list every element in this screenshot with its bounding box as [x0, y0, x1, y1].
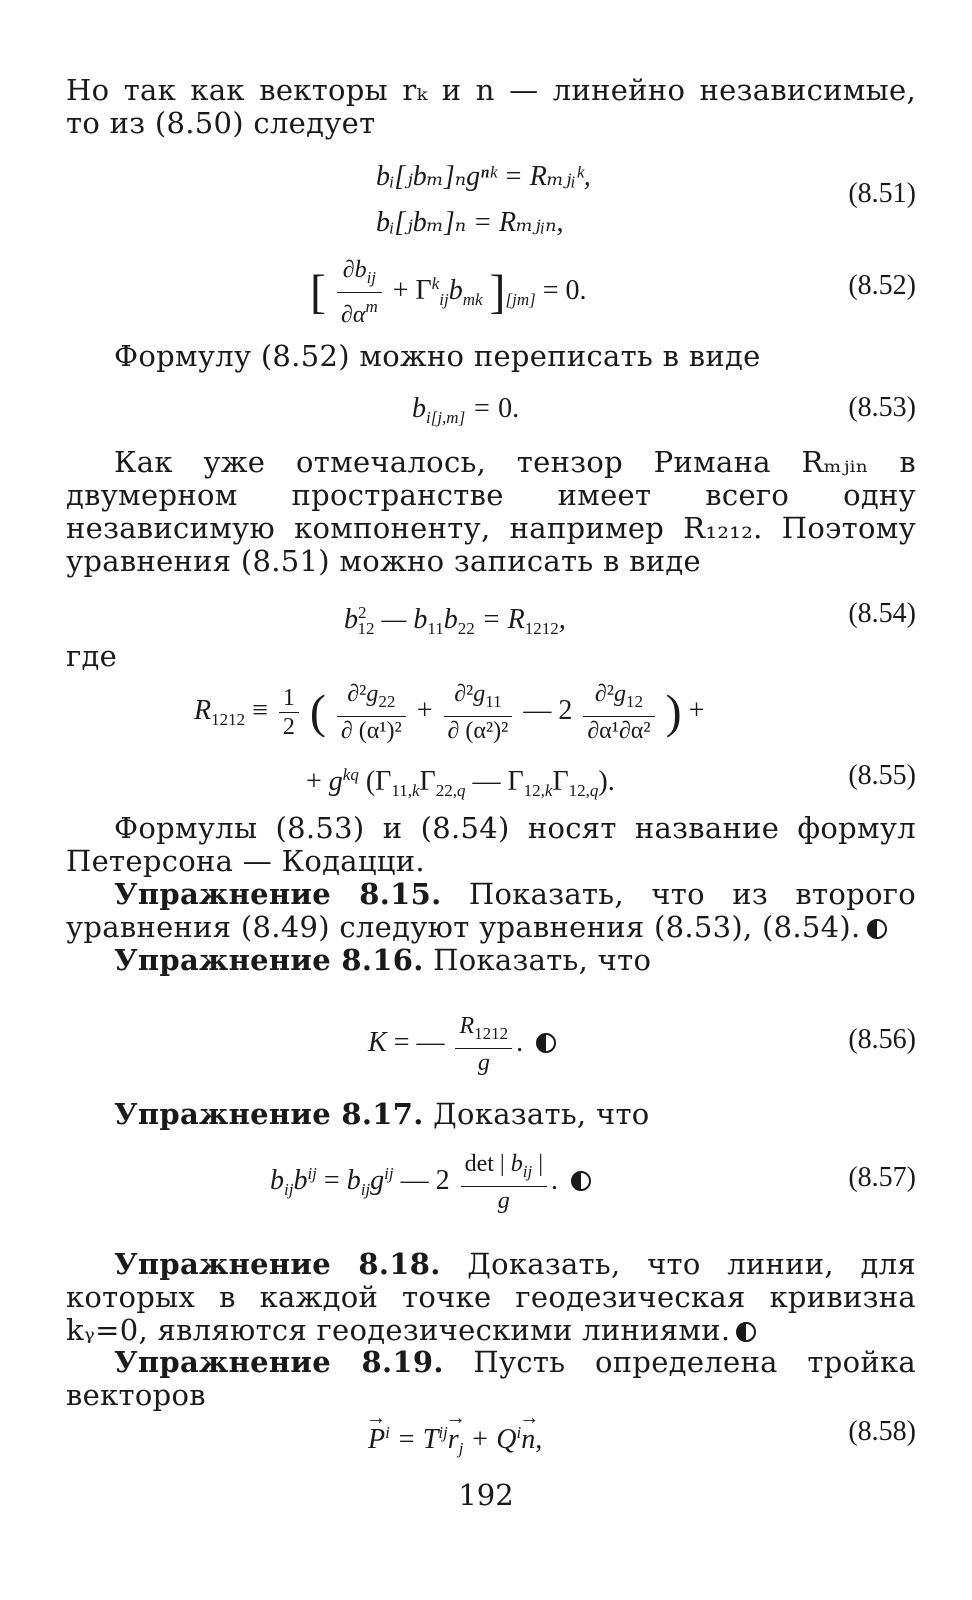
- paragraph-intro-text: Но так как векторы rₖ и n — линейно независимые, то из (8.50) следует: [66, 73, 916, 140]
- paragraph-riemann-text: Как уже отмечалось, тензор Римана Rₘⱼᵢₙ в двумерном пространстве имеет всего одну независимую компоненту, например R₁₂₁₂. Поэтому уравнения (8.51) можно записать в виде: [66, 445, 916, 578]
- equation-8-51a-text: bᵢ[ⱼbₘ]ₙgⁿᵏ = Rₘⱼᵢᵏ,: [376, 161, 591, 192]
- equation-number-8-55: (8.55): [848, 760, 916, 791]
- equation-number-8-51: (8.51): [848, 178, 916, 209]
- equation-8-51a: [376, 160, 591, 194]
- half-circle-icon: [571, 1171, 591, 1191]
- exercise-8-17-title: Упражнение 8.17.: [114, 1097, 424, 1131]
- exercise-8-19: [66, 1346, 916, 1412]
- equation-number-8-52: (8.52): [848, 270, 916, 301]
- equation-number-8-57: (8.57): [848, 1162, 916, 1193]
- exercise-8-15-title: Упражнение 8.15.: [114, 877, 442, 911]
- equation-8-58: → $P^i = T^{ij}\to r_j + Q^i\to n$,: [368, 1416, 542, 1466]
- exercise-8-15-text: Показать, что из второго уравнения (8.49) следуют уравнения (8.53), (8.54).: [66, 877, 916, 944]
- exercise-8-19-title: Упражнение 8.19.: [114, 1345, 444, 1379]
- exercise-8-18-title: Упражнение 8.18.: [114, 1247, 441, 1281]
- exercise-8-18: [66, 1248, 916, 1347]
- half-circle-icon: [536, 1033, 556, 1053]
- exercise-8-18-text: Доказать, что линии, для которых в каждой точке геодезическая кривизна kᵧ=0, являются геодезическими линиями.: [66, 1247, 916, 1347]
- paragraph-riemann: [66, 446, 916, 578]
- equation-8-53: $b_{i[j,m]} = 0$.: [412, 393, 520, 427]
- exercise-8-16: [66, 944, 916, 977]
- page-number: 192: [458, 1478, 514, 1512]
- label-where: [66, 640, 916, 673]
- paragraph-rewrite: [66, 340, 916, 373]
- exercise-8-16-text: Показать, что: [433, 943, 652, 977]
- equation-8-56: K = — $\frac{R_{1212}}{g}$ .: [368, 1012, 556, 1077]
- equation-number-8-53: (8.53): [848, 392, 916, 423]
- paragraph-peterson: [66, 812, 916, 878]
- equation-number-8-56: (8.56): [848, 1024, 916, 1055]
- equation-8-54: $b^2_{12}$ — $b_{11}b_{22} = R_{1212}$,: [344, 603, 566, 638]
- exercise-8-15: [66, 878, 916, 944]
- exercise-8-17-text: Доказать, что: [433, 1097, 650, 1131]
- equation-8-51b: [376, 206, 563, 240]
- equation-8-55-line1: $R_{1212}$ ≡ $\frac{1}{2}$ ( $\frac{\partial^2g_{22}}{\text{∂ (α¹)²}}$ + $\frac{\partial^2g_{11}}{\text{∂ (α²)²}}$ — 2 $\frac{\partial^2g_{12}}{\text{∂α¹∂α²}}$ ) +: [194, 681, 705, 744]
- equation-8-57: $b_{ij}b^{ij} = b_{ij}g^{ij}$ — 2 $\frac{\det | b_{ij} |}{g}$ .: [270, 1150, 591, 1215]
- paragraph-peterson-text: Формулы (8.53) и (8.54) носят название формул Петерсона — Кодацци.: [66, 811, 916, 878]
- paragraph-intro: [66, 74, 916, 140]
- equation-number-8-54: (8.54): [848, 598, 916, 629]
- equation-8-55-line2: + $g^{kq}$ ($\Gamma_{11,k}\Gamma_{22,q}$ — $\Gamma_{12,k}\Gamma_{12,q}$).: [306, 765, 615, 800]
- half-circle-icon: [867, 919, 887, 939]
- label-where-text: где: [66, 639, 118, 673]
- equation-8-52: [ $\frac{\partial b_{ij}}{\partial\alpha^m}$ + $\Gamma^k_{ij}b_{mk}$ ]$_{[jm]} = 0$.: [310, 257, 587, 328]
- exercise-8-19-text: Пусть определена тройка векторов: [66, 1345, 916, 1412]
- equation-number-8-58: (8.58): [848, 1416, 916, 1447]
- exercise-8-16-title: Упражнение 8.16.: [114, 943, 424, 977]
- equation-8-51b-text: bᵢ[ⱼbₘ]ₙ = Rₘⱼᵢₙ,: [376, 207, 564, 238]
- paragraph-rewrite-text: Формулу (8.52) можно переписать в виде: [114, 339, 761, 373]
- half-circle-icon: [736, 1322, 756, 1342]
- exercise-8-17: [66, 1098, 916, 1131]
